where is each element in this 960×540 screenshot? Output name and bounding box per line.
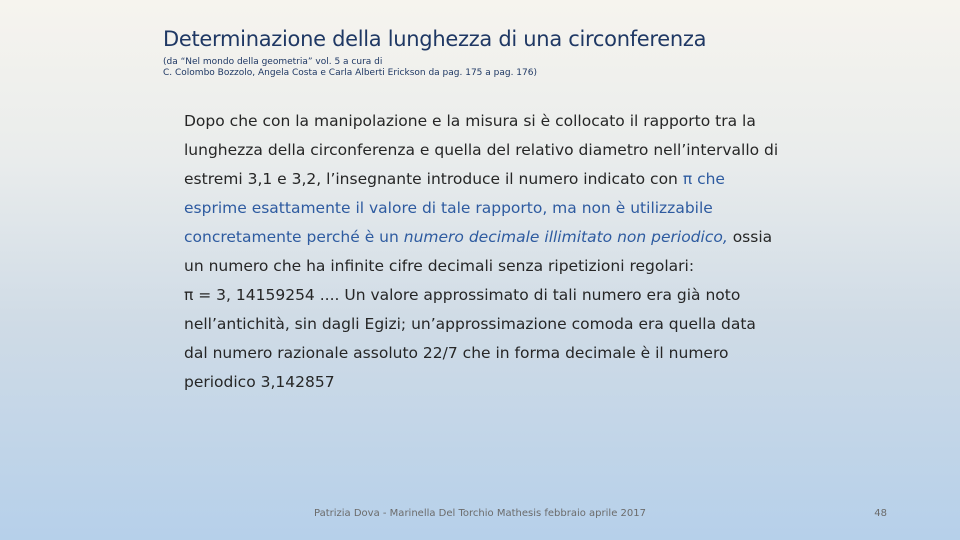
body-paragraph xyxy=(184,107,784,397)
body-continuation: ossia un numero che ha infinite cifre decimali senza ripetizioni regolari: xyxy=(184,228,773,275)
body-highlight: che esprime esattamente il valore di tale rapporto, ma non è utilizzabile concretamente perché è un xyxy=(184,170,725,246)
body-italic-term: numero decimale illimitato non periodico, xyxy=(403,228,728,246)
pi-symbol: π xyxy=(682,170,693,188)
body-intro: Dopo che con la manipolazione e la misura si è collocato il rapporto tra la lunghezza della circonferenza e quella del relativo diametro nell’intervallo di estremi 3,1 e 3,2, l’insegnante introduce il numero indicato con xyxy=(184,112,779,188)
citation-line-1: (da “Nel mondo della geometria” vol. 5 a cura di xyxy=(163,57,383,67)
slide-title: Determinazione della lunghezza di una circonferenza xyxy=(163,27,707,51)
pi-value-line: = 3, 14159254 .... Un valore approssimato di tali numero era già noto nell’antichità, sin dagli Egizi; un’approssimazione comoda era quella data dal numero razionale assoluto 22/7 che in forma decimale è il numero periodico 3,142857 xyxy=(184,286,756,391)
footer-text: Patrizia Dova - Marinella Del Torchio Mathesis febbraio aprile 2017 xyxy=(314,508,646,519)
page-number: 48 xyxy=(874,508,887,519)
citation-line-2: C. Colombo Bozzolo, Angela Costa e Carla Alberti Erickson da pag. 175 a pag. 176) xyxy=(163,68,537,78)
pi-line-symbol: π xyxy=(184,286,194,304)
source-citation xyxy=(163,57,537,79)
